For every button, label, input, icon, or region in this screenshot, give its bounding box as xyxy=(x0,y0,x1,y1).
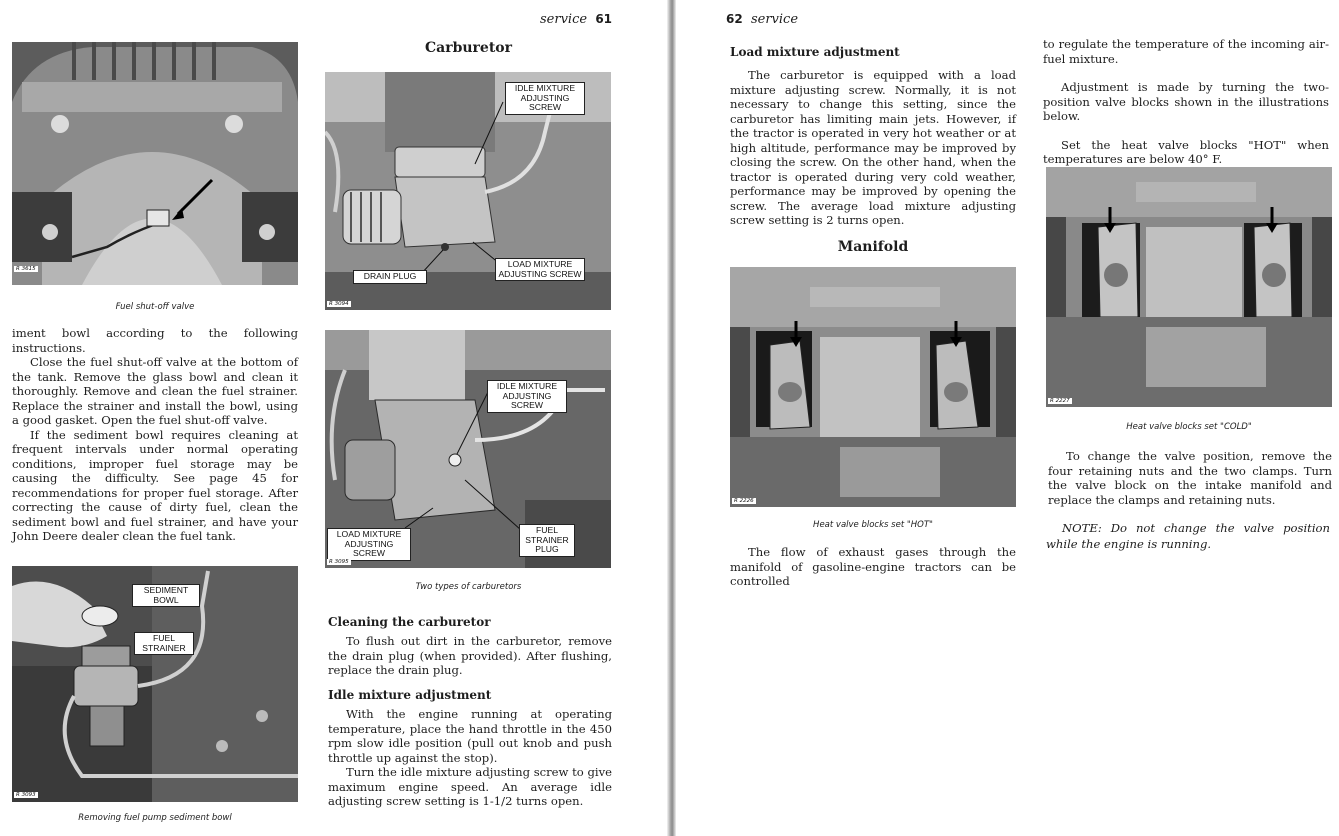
carburetor-photo-top xyxy=(325,72,611,310)
heading-load-mixture: Load mixture adjustment xyxy=(730,45,900,59)
paragraph: Set the heat valve blocks "HOT" when temperatures are below 40° F. xyxy=(1043,137,1329,166)
callout-fuel-strainer: FUEL STRAINER xyxy=(134,632,194,655)
idle-text xyxy=(328,707,612,809)
callout-sediment-bowl: SEDIMENT BOWL xyxy=(132,584,200,607)
right-column-text-top xyxy=(1043,37,1329,167)
heading-idle-mixture: Idle mixture adjustment xyxy=(328,688,492,702)
fig-caption-sediment: Removing fuel pump sediment bowl xyxy=(78,813,232,823)
paragraph: To flush out dirt in the carburetor, remove the drain plug (when provided). After flushing, replace the drain plug. xyxy=(328,634,612,677)
right-page xyxy=(676,0,1339,836)
paragraph: Adjustment is made by turning the two-position valve blocks shown in the illustrations below. xyxy=(1043,80,1329,123)
flow-text xyxy=(730,545,1016,589)
callout-load-mixture: LOAD MIXTURE ADJUSTING SCREW xyxy=(327,528,411,561)
note-text: NOTE: Do not change the valve position while the engine is running. xyxy=(1046,521,1330,551)
paragraph: to regulate the temperature of the incoming air-fuel mixture. xyxy=(1043,37,1329,66)
paragraph: Close the fuel shut-off valve at the bottom of the tank. Remove the glass bowl and clean it thoroughly. Remove and clean the fuel strainer. Replace the strainer and install the bowl, using a good gasket. Open the fuel shut-off valve. xyxy=(12,355,298,427)
sediment-bowl-photo xyxy=(12,566,298,802)
fig-caption-cold: Heat valve blocks set "COLD" xyxy=(1126,422,1252,432)
fig-caption-carburetors: Two types of carburetors xyxy=(415,582,522,592)
figure-ref: R 3094 xyxy=(329,301,349,307)
change-valve-text xyxy=(1048,449,1332,507)
fuel-shutoff-photo xyxy=(12,42,298,285)
figure-ref: R 3093 xyxy=(16,792,36,798)
callout-idle-mixture: IDLE MIXTURE ADJUSTING SCREW xyxy=(487,380,567,413)
heat-valve-cold-photo xyxy=(1046,167,1332,407)
cleaning-text xyxy=(328,634,612,678)
page-number: 61 xyxy=(595,12,613,26)
paragraph: If the sediment bowl requires cleaning at frequent intervals under normal operating conditions, improper fuel storage may be causing the difficulty. See page 45 for recommendations for proper fuel storage. After correcting the cause of dirty fuel, clean the sediment bowl and fuel strainer, and have your John Deere dealer clean the fuel tank. xyxy=(12,427,298,543)
fig-caption-shutoff: Fuel shut-off valve xyxy=(115,302,195,312)
paragraph: The flow of exhaust gases through the manifold of gasoline-engine tractors can be controlled xyxy=(730,545,1016,588)
figure-ref: R 3615 xyxy=(16,266,36,272)
heading-manifold: Manifold xyxy=(837,239,909,255)
running-head: 62 service xyxy=(726,12,799,27)
running-head: service 61 xyxy=(540,12,613,27)
left-page xyxy=(0,0,667,836)
callout-load-mixture: LOAD MIXTURE ADJUSTING SCREW xyxy=(495,258,585,281)
callout-idle-mixture: IDLE MIXTURE ADJUSTING SCREW xyxy=(505,82,585,115)
paragraph: With the engine running at operating temperature, place the hand throttle in the 450 rpm slow idle position (pull out knob and push throttle up against the stop). xyxy=(328,707,612,765)
paragraph: To change the valve position, remove the four retaining nuts and the two clamps. Turn the valve block on the intake manifold and replace the clamps and retaining nuts. xyxy=(1048,449,1332,507)
paragraph: iment bowl according to the following instructions. xyxy=(12,326,298,355)
load-mixture-text xyxy=(730,68,1016,228)
callout-fuel-strainer-plug: FUEL STRAINER PLUG xyxy=(519,524,575,557)
heading-cleaning-carburetor: Cleaning the carburetor xyxy=(328,615,491,629)
fig-caption-hot: Heat valve blocks set "HOT" xyxy=(813,520,933,530)
carburetor-photo-bottom xyxy=(325,330,611,568)
figure-ref: R 3095 xyxy=(329,559,349,565)
figure-ref: R 2227 xyxy=(1050,398,1070,404)
page-number: 62 xyxy=(726,12,743,26)
paragraph: The carburetor is equipped with a load mixture adjusting screw. Normally, it is not necessary to change this setting, since the carburetor has limiting main jets. However, if the tractor is operated in very hot weather or at high altitude, performance may be improved by closing the screw. On the other hand, when the tractor is operated during very cold weather, performance may be improved by opening the screw. The average load mixture adjusting screw setting is 2 turns open. xyxy=(730,68,1016,227)
left-column-text xyxy=(12,326,298,544)
heading-carburetor: Carburetor xyxy=(424,40,513,56)
callout-drain-plug: DRAIN PLUG xyxy=(353,270,427,284)
figure-ref: R 2226 xyxy=(734,498,754,504)
page-gutter xyxy=(667,0,676,836)
heat-valve-hot-photo xyxy=(730,267,1016,507)
paragraph: Turn the idle mixture adjusting screw to give maximum engine speed. An average idle adjusting screw setting is 1-1/2 turns open. xyxy=(328,765,613,808)
